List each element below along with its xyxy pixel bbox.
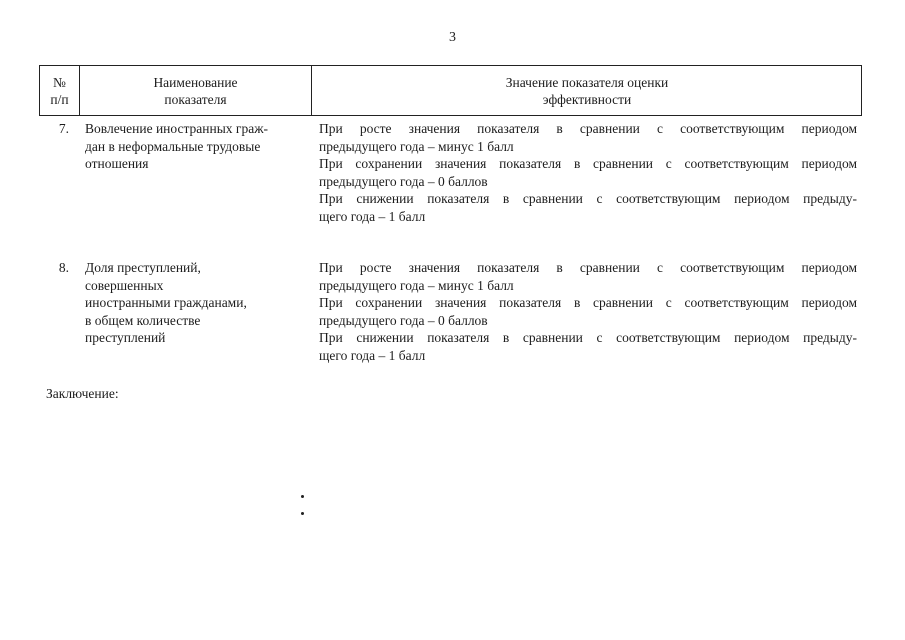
value-line: При снижении показателя в сравнении с соответствующим периодом предыду- [319, 191, 857, 206]
row-number: 8. [58, 260, 69, 275]
value-line: предыдущего года – 0 баллов [319, 312, 488, 328]
value-line: предыдущего года – 0 баллов [319, 173, 488, 189]
indicator-name [85, 259, 305, 347]
header-cell-name [80, 66, 312, 115]
indicator-name-line: Вовлечение иностранных граж- [85, 121, 269, 136]
header-cell-number [40, 66, 80, 115]
header-name-line2: показателя [164, 91, 227, 107]
value-paragraph [319, 294, 857, 329]
value-line: При росте значения показателя в сравнении с соответствующим периодом [319, 260, 857, 275]
conclusion-label: Заключение: [46, 386, 119, 401]
value-line: щего года – 1 балл [319, 208, 426, 224]
indicator-name [85, 120, 305, 173]
value-paragraph [319, 329, 857, 364]
value-paragraph [319, 190, 857, 225]
indicator-value [319, 120, 857, 225]
value-line: При росте значения показателя в сравнении с соответствующим периодом [319, 121, 857, 136]
indicator-name-line: Доля преступлений, [85, 260, 201, 275]
value-line: щего года – 1 балл [319, 347, 426, 363]
header-value-line2: эффективности [542, 91, 632, 107]
header-number-line1: № [53, 74, 66, 90]
indicator-name-line: преступлений [85, 330, 166, 345]
page-number: 3 [449, 30, 456, 45]
value-line: предыдущего года – минус 1 балл [319, 138, 514, 154]
value-line: При снижении показателя в сравнении с соответствующим периодом предыду- [319, 330, 857, 345]
scan-dot [301, 512, 304, 515]
header-name-line1: Наименование [153, 74, 238, 90]
row-number: 7. [58, 121, 69, 136]
indicator-value [319, 259, 857, 364]
indicator-name-line: иностранными гражданами, [85, 295, 247, 310]
header-number-line2: п/п [50, 91, 69, 107]
indicator-name-line: совершенных [85, 277, 164, 293]
value-line: При сохранении значения показателя в сравнении с соответствующим периодом [319, 295, 857, 310]
table-header [39, 65, 862, 116]
indicator-name-line: дан в неформальные трудовые [85, 138, 261, 154]
value-paragraph [319, 259, 857, 294]
value-line: При сохранении значения показателя в сравнении с соответствующим периодом [319, 156, 857, 171]
value-paragraph [319, 120, 857, 155]
header-value-line1: Значение показателя оценки [505, 74, 669, 90]
indicator-name-line: в общем количестве [85, 312, 201, 328]
value-line: предыдущего года – минус 1 балл [319, 277, 514, 293]
header-cell-value [312, 66, 862, 115]
indicator-name-line: отношения [85, 156, 149, 171]
scan-dot [301, 495, 304, 498]
value-paragraph [319, 155, 857, 190]
